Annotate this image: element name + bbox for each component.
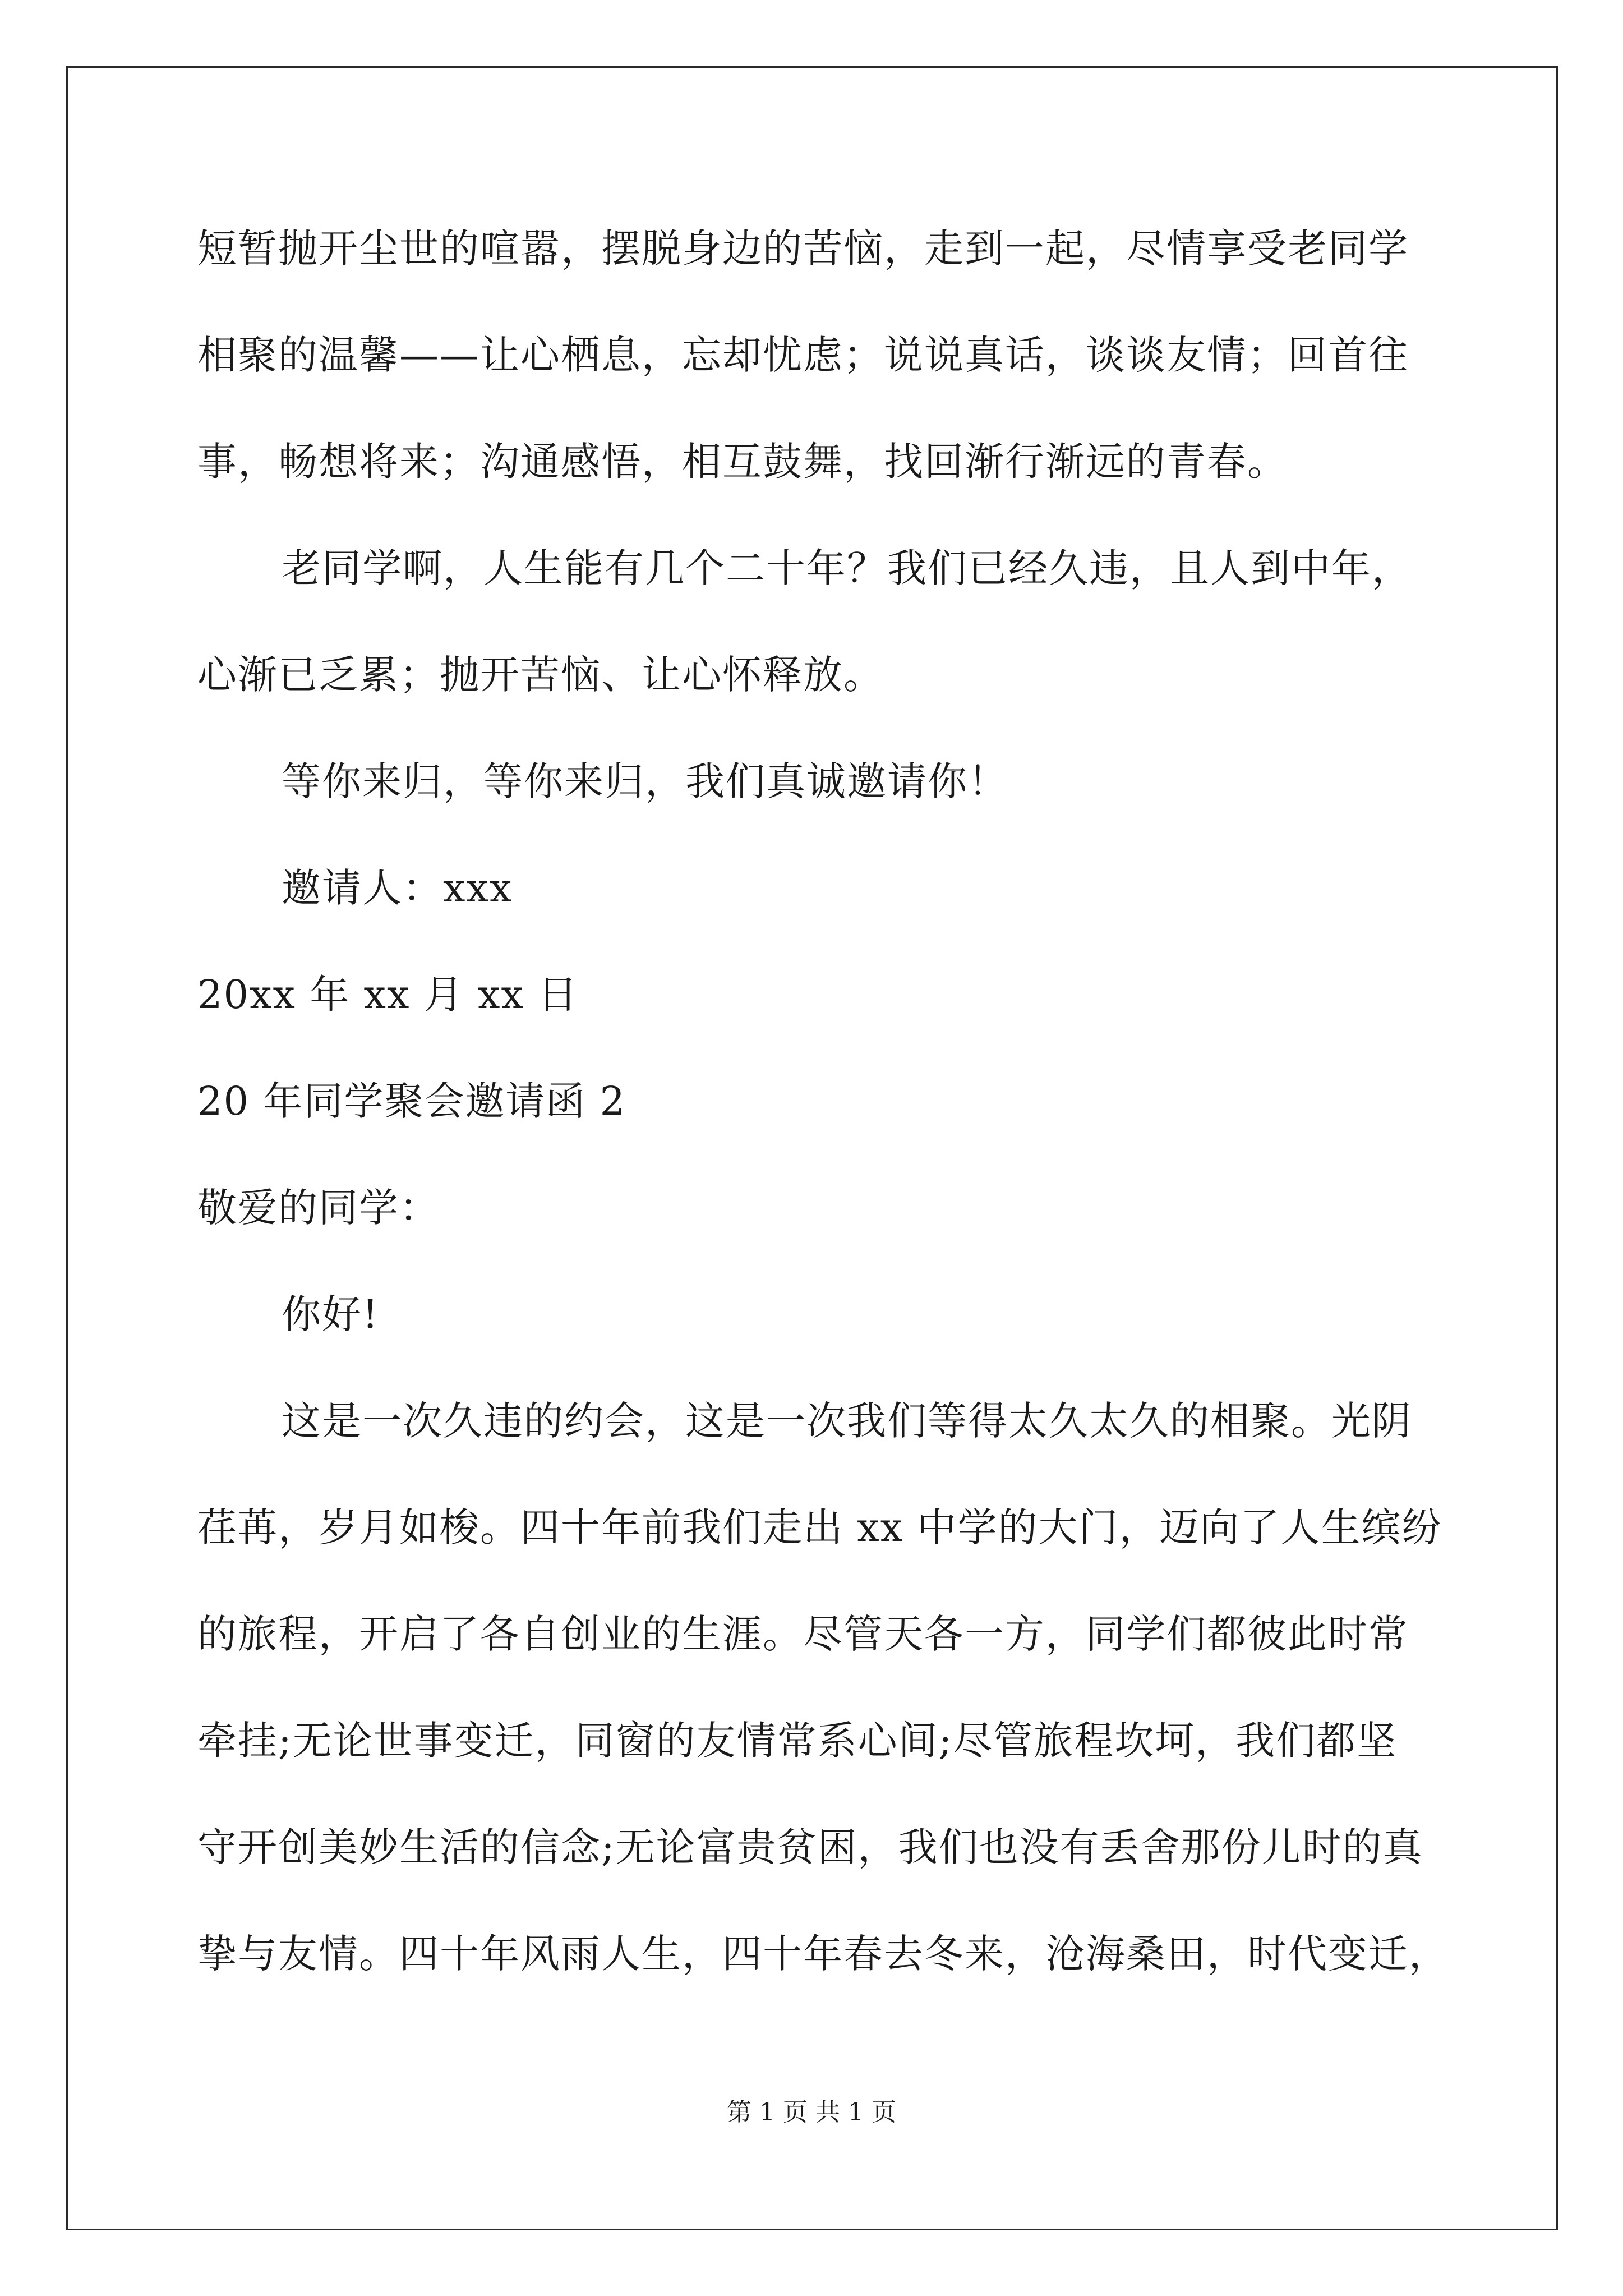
- paragraph-line: 的旅程，开启了各自创业的生涯。尽管天各一方，同学们都彼此时常: [197, 1611, 1409, 1657]
- paragraph-line: 这是一次久违的约会，这是一次我们等得太久太久的相聚。光阴: [282, 1398, 1412, 1444]
- page-border: [66, 66, 1558, 2230]
- paragraph-line: 相聚的温馨——让心栖息，忘却忧虑；说说真话，谈谈友情；回首往: [197, 332, 1409, 378]
- paragraph-line: 短暂抛开尘世的喧嚣，摆脱身边的苦恼，走到一起，尽情享受老同学: [197, 226, 1409, 272]
- paragraph-line: 牵挂;无论世事变迁，同窗的友情常系心间;尽管旅程坎坷，我们都坚: [197, 1718, 1398, 1764]
- date-line: 20xx 年 xx 月 xx 日: [197, 972, 579, 1018]
- salutation: 敬爱的同学：: [197, 1185, 440, 1231]
- paragraph-line: 心渐已乏累；抛开苦恼、让心怀释放。: [197, 652, 884, 698]
- inviter-line: 邀请人：xxx: [282, 865, 513, 911]
- section-title: 20 年同学聚会邀请函 2: [197, 1078, 626, 1124]
- paragraph-line: 老同学啊，人生能有几个二十年？我们已经久违，且人到中年，: [282, 545, 1412, 591]
- paragraph-line: 荏苒，岁月如梭。四十年前我们走出 xx 中学的大门，迈向了人生缤纷: [197, 1504, 1442, 1550]
- paragraph-line: 事，畅想将来；沟通感悟，相互鼓舞，找回渐行渐远的青春。: [197, 439, 1288, 485]
- page-footer: 第 1 页 共 1 页: [727, 2098, 896, 2127]
- paragraph-line: 挚与友情。四十年风雨人生，四十年春去冬来，沧海桑田，时代变迁，: [197, 1931, 1449, 1977]
- greeting: 你好!: [282, 1291, 380, 1337]
- paragraph-line: 守开创美妙生活的信念;无论富贵贫困，我们也没有丢舍那份儿时的真: [197, 1824, 1423, 1870]
- paragraph-line: 等你来归，等你来归，我们真诚邀请你！: [282, 758, 1008, 804]
